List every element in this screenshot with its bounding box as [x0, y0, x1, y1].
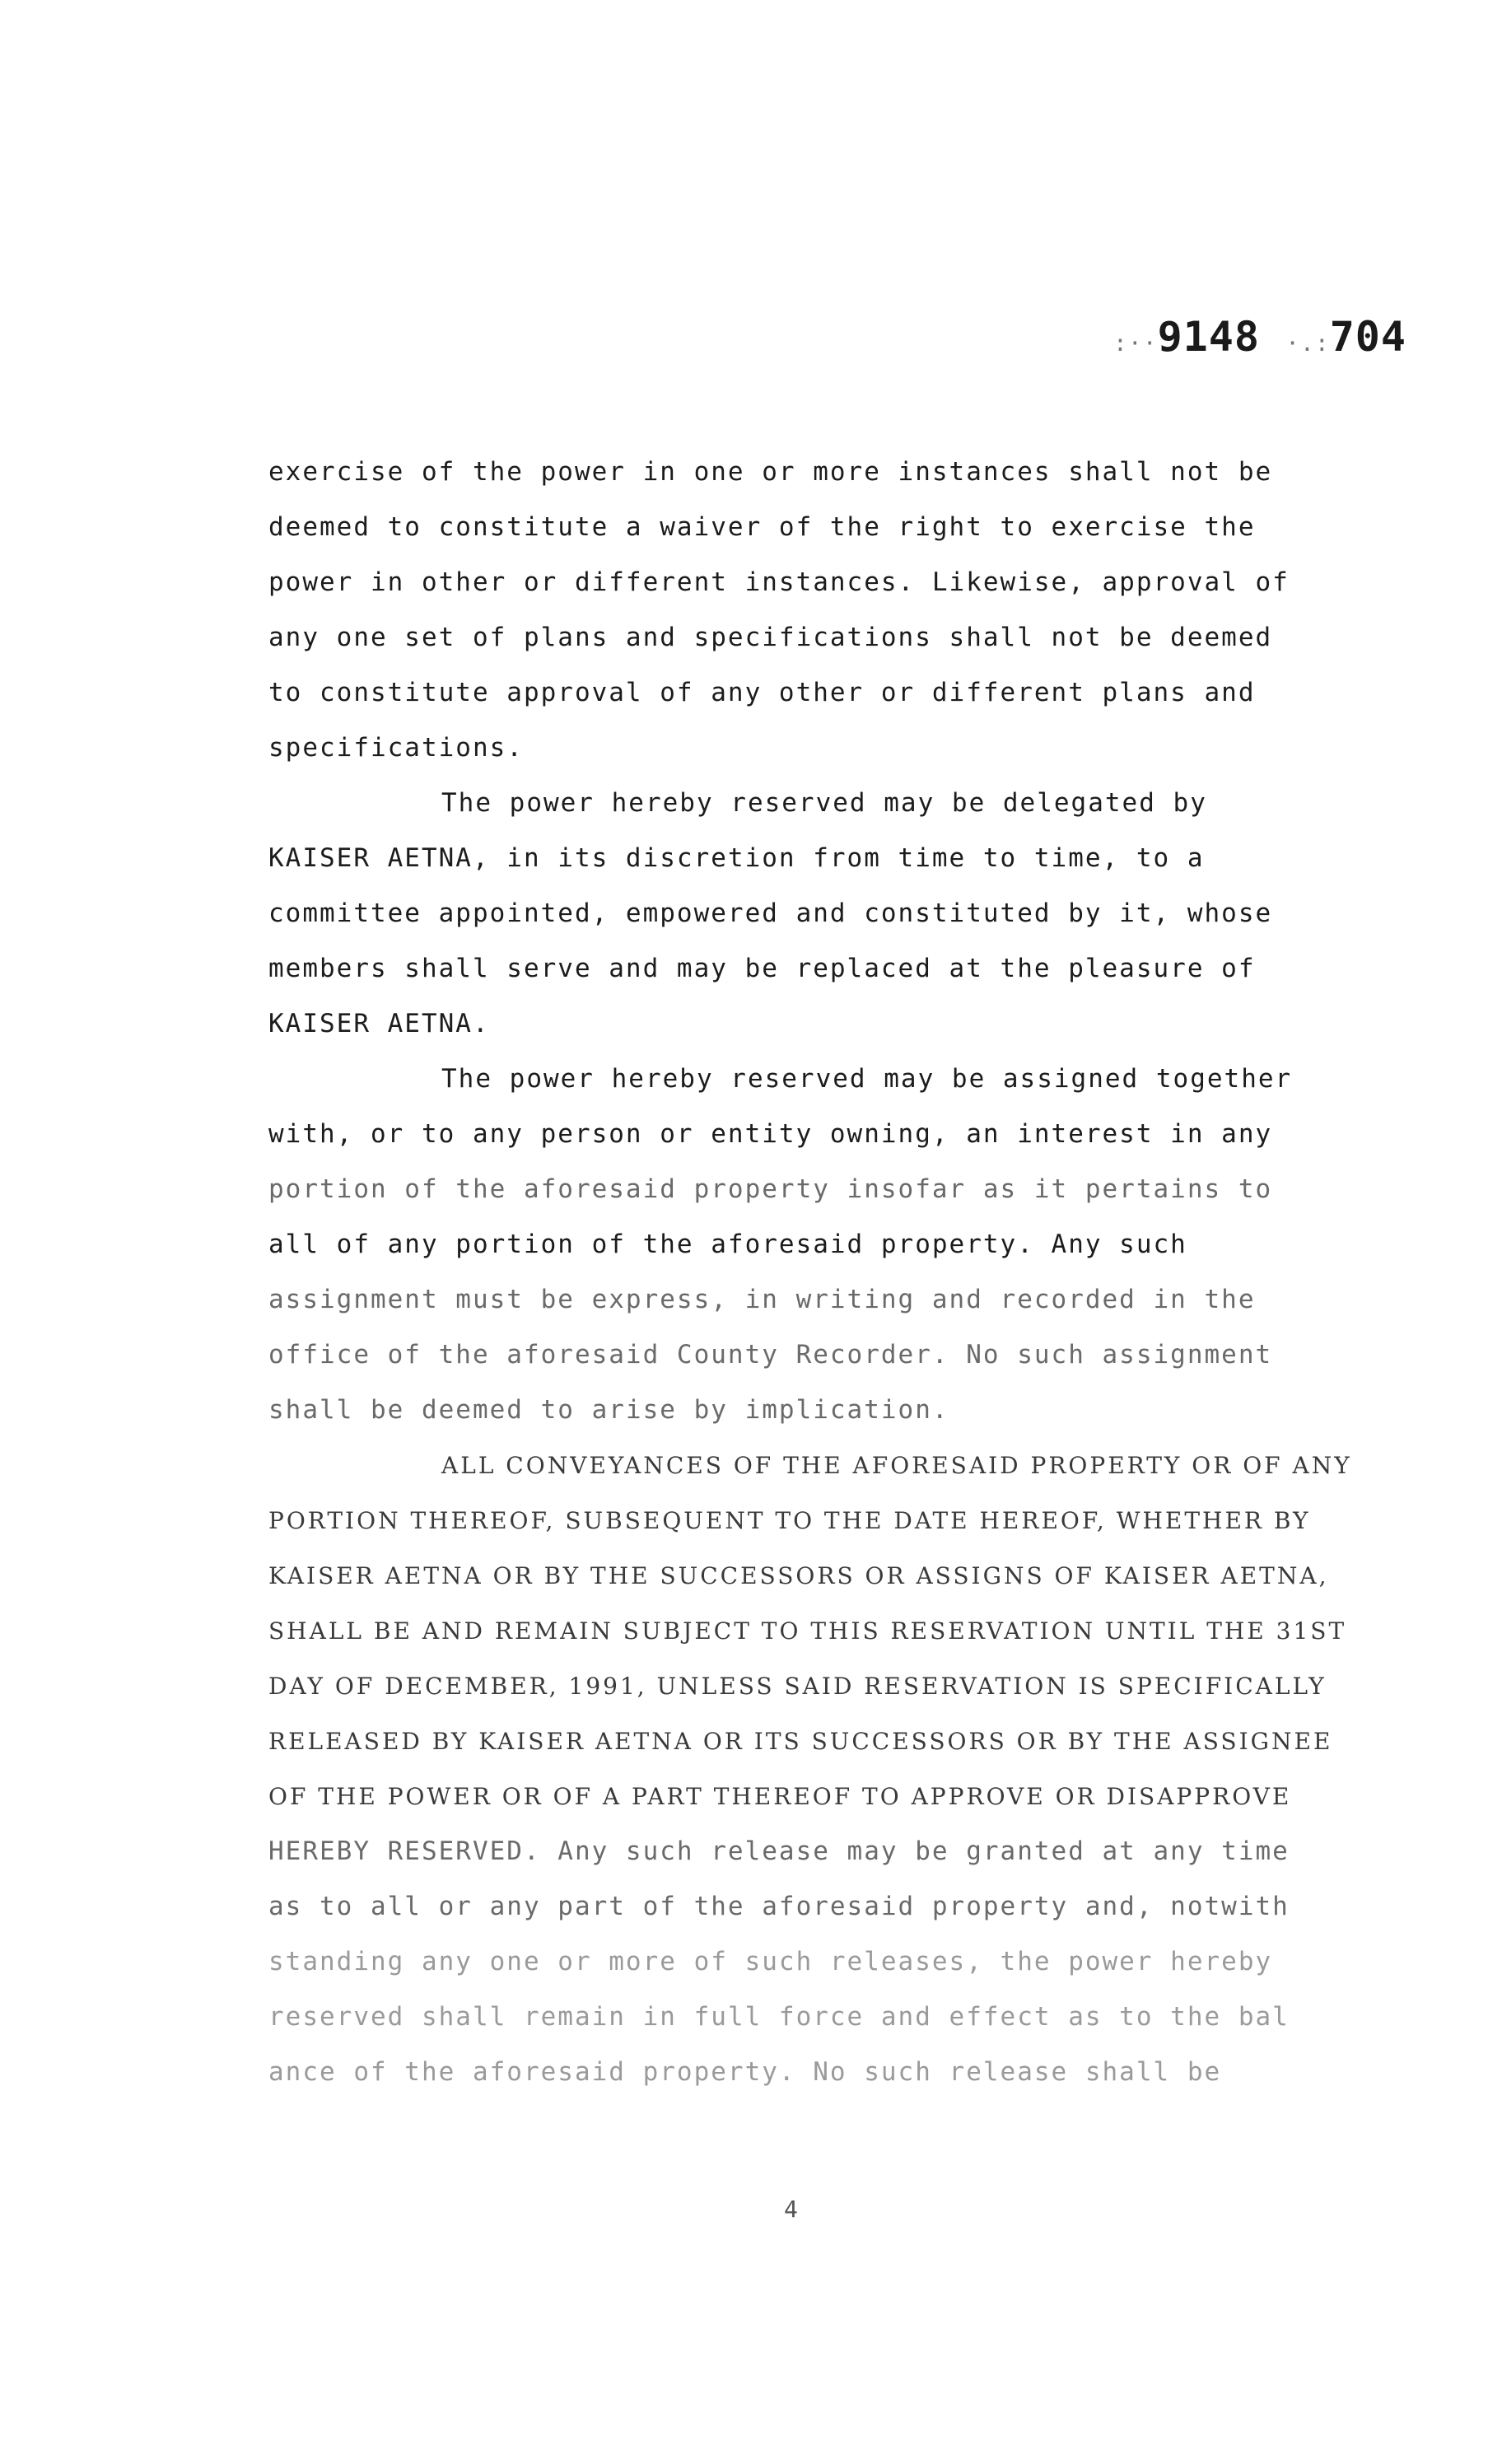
text-line: with, or to any person or entity owning, an interest in any	[268, 1119, 1273, 1149]
text-line: DAY OF DECEMBER, 1991, UNLESS SAID RESERVATION IS SPECIFICALLY	[268, 1673, 1327, 1700]
text-line: reserved shall remain in full force and effect as to the bal	[268, 2002, 1290, 2032]
text-line: RELEASED BY KAISER AETNA OR ITS SUCCESSORS OR BY THE ASSIGNEE	[268, 1728, 1333, 1755]
text-line: specifications.	[268, 733, 524, 763]
paragraph-start-line: The power hereby reserved may be delegated by	[441, 788, 1207, 818]
reference-separator: ·.:	[1285, 329, 1330, 357]
paragraph-start-line: ALL CONVEYANCES OF THE AFORESAID PROPERTY OR OF ANY	[441, 1452, 1352, 1479]
paragraph-start-line: The power hereby reserved may be assigned together	[441, 1064, 1293, 1094]
book-number: 9148	[1157, 313, 1260, 361]
text-line: SHALL BE AND REMAIN SUBJECT TO THIS RESERVATION UNTIL THE 31ST	[268, 1617, 1347, 1645]
text-line: as to all or any part of the aforesaid property and, notwith	[268, 1892, 1290, 1921]
text-line: KAISER AETNA OR BY THE SUCCESSORS OR ASSIGNS OF KAISER AETNA,	[268, 1562, 1329, 1589]
text-line: PORTION THEREOF, SUBSEQUENT TO THE DATE HEREOF, WHETHER BY	[268, 1507, 1311, 1534]
text-line: office of the aforesaid County Recorder. No such assignment	[268, 1340, 1273, 1370]
text-line: all of any portion of the aforesaid property. Any such	[268, 1230, 1187, 1259]
text-line: OF THE POWER OR OF A PART THEREOF TO APPROVE OR DISAPPROVE	[268, 1783, 1292, 1810]
recording-reference	[1113, 313, 1406, 361]
page-number: 4	[784, 2196, 798, 2223]
text-line: HEREBY RESERVED. Any such release may be granted at any time	[268, 1836, 1290, 1866]
page-reference-number: 704	[1329, 313, 1406, 361]
text-line: KAISER AETNA, in its discretion from time to time, to a	[268, 843, 1205, 873]
text-line: portion of the aforesaid property insofar as it pertains to	[268, 1174, 1273, 1204]
text-line: ance of the aforesaid property. No such release shall be	[268, 2057, 1222, 2087]
text-line: deemed to constitute a waiver of the right to exercise the	[268, 512, 1256, 542]
text-line: exercise of the power in one or more instances shall not be	[268, 457, 1273, 487]
text-line: KAISER AETNA.	[268, 1009, 490, 1038]
text-line: any one set of plans and specifications shall not be deemed	[268, 623, 1273, 652]
text-line: shall be deemed to arise by implication.	[268, 1395, 949, 1425]
reference-prefix: :··	[1113, 329, 1158, 357]
text-line: committee appointed, empowered and constituted by it, whose	[268, 898, 1273, 928]
text-line: assignment must be express, in writing and recorded in the	[268, 1285, 1256, 1314]
document-body	[268, 445, 1352, 2100]
text-line: members shall serve and may be replaced at the pleasure of	[268, 954, 1256, 983]
text-line: power in other or different instances. Likewise, approval of	[268, 567, 1290, 597]
text-line: standing any one or more of such releases, the power hereby	[268, 1947, 1273, 1976]
text-line: to constitute approval of any other or different plans and	[268, 678, 1256, 707]
